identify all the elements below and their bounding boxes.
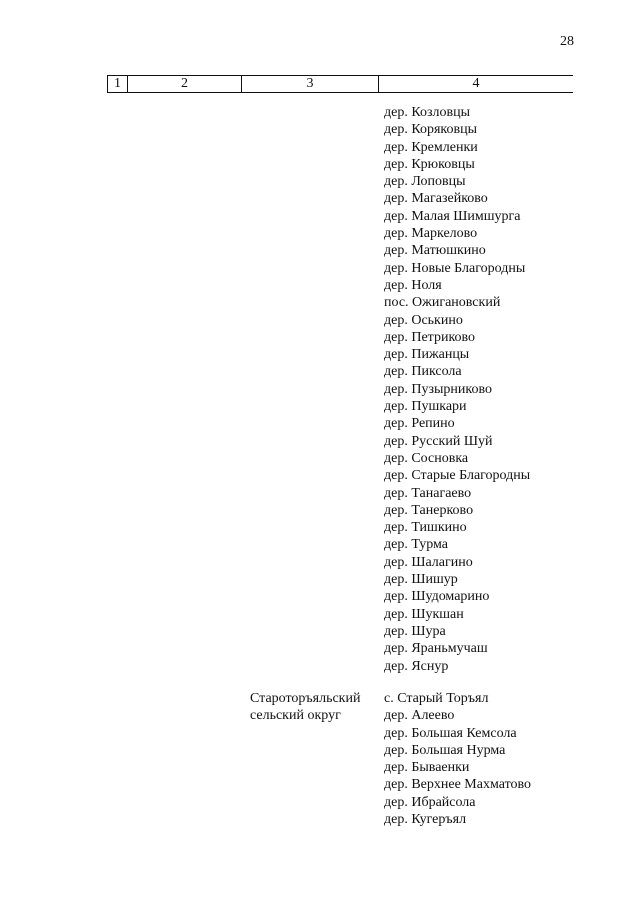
settlement-item: дер. Шукшан — [384, 606, 464, 622]
settlement-item: дер. Кугеръял — [384, 812, 467, 828]
settlement-item: дер. Старые Благородны — [384, 468, 531, 484]
settlement-item: дер. Пижанцы — [384, 347, 470, 363]
settlement-item: дер. Сосновка — [384, 450, 469, 466]
settlement-item: дер. Шудомарино — [384, 589, 490, 605]
settlement-item: пос. Ожигановский — [384, 295, 501, 311]
settlement-item: дер. Шишур — [384, 572, 458, 588]
settlement-item: дер. Большая Кемсола — [384, 725, 517, 741]
settlement-item: дер. Маркелово — [384, 226, 478, 242]
district-name-line-2: сельский округ — [250, 708, 341, 724]
settlement-item: дер. Репино — [384, 416, 455, 432]
settlement-item: дер. Алеево — [384, 708, 455, 724]
settlement-item: дер. Большая Нурма — [384, 742, 506, 758]
settlement-item: дер. Лоповцы — [384, 174, 466, 190]
page-number: 28 — [560, 34, 574, 49]
column-header-1: 1 — [107, 76, 128, 92]
settlement-item: дер. Тишкино — [384, 520, 467, 536]
settlement-item: дер. Кремленки — [384, 139, 478, 155]
settlement-item: дер. Малая Шимшурга — [384, 208, 521, 224]
column-header-2: 2 — [128, 76, 242, 92]
settlement-item: дер. Пиксола — [384, 364, 462, 380]
settlement-item: дер. Яраньмучаш — [384, 641, 488, 657]
settlement-item: дер. Шура — [384, 623, 446, 639]
settlement-item: дер. Бываенки — [384, 760, 470, 776]
settlement-item: дер. Крюковцы — [384, 156, 475, 172]
settlement-item: дер. Яснур — [384, 658, 449, 674]
settlement-list — [384, 104, 530, 675]
district-name — [250, 690, 360, 725]
settlement-item: с. Старый Торъял — [384, 691, 489, 706]
settlement-item: дер. Ибрайсола — [384, 794, 476, 810]
district-settlement-list — [384, 690, 531, 828]
settlement-item: дер. Коряковцы — [384, 122, 478, 138]
table-header-row — [107, 75, 573, 93]
settlement-item: дер. Магазейково — [384, 191, 488, 207]
settlement-item: дер. Шалагино — [384, 554, 473, 570]
settlement-item: дер. Оськино — [384, 312, 463, 328]
settlement-item: дер. Ноля — [384, 277, 442, 293]
settlement-item: дер. Новые Благородны — [384, 260, 526, 276]
settlement-item: дер. Танерково — [384, 502, 474, 518]
district-name-line-1: Староторъяльский — [250, 691, 361, 706]
settlement-item: дер. Козловцы — [384, 105, 471, 120]
settlement-item: дер. Русский Шуй — [384, 433, 493, 449]
settlement-item: дер. Петриково — [384, 329, 476, 345]
settlement-item: дер. Матюшкино — [384, 243, 486, 259]
settlement-item: дер. Танагаево — [384, 485, 472, 501]
column-header-3: 3 — [242, 76, 379, 92]
settlement-item: дер. Пузырниково — [384, 381, 492, 397]
settlement-item: дер. Турма — [384, 537, 448, 553]
settlement-item: дер. Верхнее Махматово — [384, 777, 532, 793]
settlement-item: дер. Пушкари — [384, 399, 467, 415]
column-header-4: 4 — [472, 76, 480, 91]
